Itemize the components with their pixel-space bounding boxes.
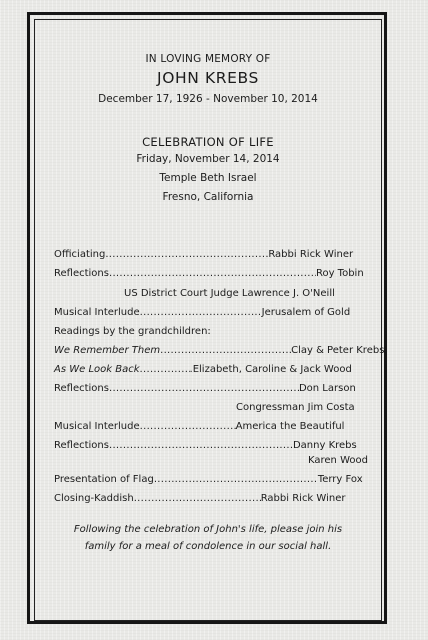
program-role: Presentation of Flag	[54, 474, 154, 485]
program-row	[54, 344, 384, 357]
program-person: Roy Tobin	[315, 268, 364, 279]
program-role: As We Look Back	[54, 364, 140, 375]
program-row	[54, 439, 357, 452]
program-person: Rabbi Rick Winer	[268, 249, 354, 260]
program-role: Reflections	[54, 383, 109, 394]
program-row	[124, 287, 335, 300]
service-title: CELEBRATION OF LIFE	[142, 135, 274, 149]
closing-note	[40, 521, 376, 555]
life-dates: December 17, 1926 - November 10, 2014	[98, 93, 318, 105]
leader-dots	[154, 473, 318, 486]
service-city: Fresno, California	[162, 191, 254, 203]
program-row	[54, 492, 345, 505]
program-row	[54, 382, 356, 395]
leader-dots	[109, 267, 316, 280]
program-row	[236, 401, 355, 414]
memory-heading: IN LOVING MEMORY OF	[145, 53, 271, 65]
program-row	[54, 420, 344, 433]
leader-dots	[140, 306, 262, 319]
program-role: Musical Interlude	[54, 307, 140, 318]
program-row	[54, 325, 211, 338]
program-person: .Elizabeth, Caroline & Jack Wood	[189, 364, 352, 375]
closing-note-line: Following the celebration of John's life, please join his	[73, 524, 343, 535]
program-row	[54, 306, 350, 319]
program-person: Karen Wood	[308, 455, 368, 466]
program-person: Congressman Jim Costa	[236, 402, 355, 413]
program-row	[54, 363, 352, 376]
program-person: US District Court Judge Lawrence J. O'Neill	[124, 288, 335, 299]
closing-note-line: family for a meal of condolence in our social hall.	[84, 541, 332, 552]
leader-dots	[109, 439, 293, 452]
leader-dots	[109, 382, 299, 395]
program-person: America the Beautiful	[235, 421, 345, 432]
program-person: Danny Krebs	[292, 440, 357, 451]
program-role: Readings by the grandchildren:	[54, 326, 211, 337]
program-row	[308, 454, 368, 467]
program-person: Jerusalem of Gold	[261, 307, 351, 318]
service-venue: Temple Beth Israel	[159, 172, 257, 184]
program-role: Reflections	[54, 268, 109, 279]
program-role: We Remember Them	[54, 345, 161, 356]
program-role: Officiating	[54, 249, 106, 260]
program-role: Closing-Kaddish	[54, 493, 134, 504]
leader-dots	[140, 363, 190, 376]
deceased-name: JOHN KREBS	[157, 69, 259, 87]
program-person: Clay & Peter Krebs	[291, 345, 385, 356]
program-row	[54, 267, 364, 280]
leader-dots	[105, 248, 268, 261]
leader-dots	[140, 420, 236, 433]
leader-dots	[134, 492, 261, 505]
program-person: Terry Fox	[317, 474, 363, 485]
program-role: Reflections	[54, 440, 109, 451]
program-person: Rabbi Rick Winer	[260, 493, 346, 504]
program-row	[54, 248, 353, 261]
service-date: Friday, November 14, 2014	[136, 153, 280, 165]
program-role: Musical Interlude	[54, 421, 140, 432]
program-person: Don Larson	[298, 383, 356, 394]
leader-dots	[160, 344, 291, 357]
program-row	[54, 473, 363, 486]
